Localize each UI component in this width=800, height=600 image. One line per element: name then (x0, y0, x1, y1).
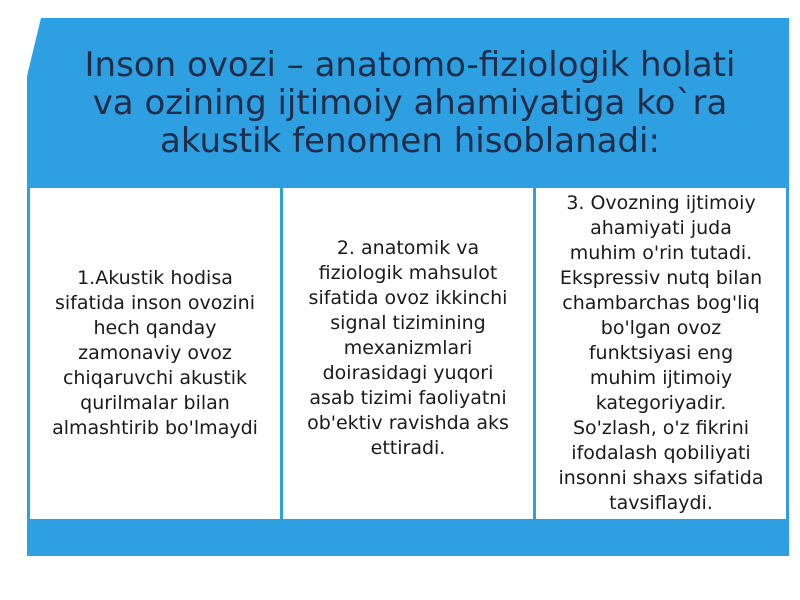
column-1 (30, 188, 280, 519)
column-3-text: 3. Ovozning ijtimoiy ahamiyati juda muhim o'rin tutadi. Ekspressiv nutq bilan chambarchas bog'liq bo'lgan ovoz funktsiyasi eng muhim ijtimoiy kategoriyadir. So'zlash, o'z fikrini ifodalash qobiliyati insonni shaxs sifatida tavsiflaydi. (558, 192, 764, 514)
slide-corner-cut (27, 18, 41, 76)
column-2 (283, 188, 533, 519)
content-columns (30, 188, 786, 519)
column-1-text: 1.Akustik hodisa sifatida inson ovozini hech qanday zamonaviy ovoz chiqaruvchi akustik qurilmalar bilan almashtirib bo'lmaydi (52, 267, 258, 439)
column-2-text: 2. anatomik va fiziologik mahsulot sifatida ovoz ikkinchi signal tizimining mexanizmlari doirasidagi yuqori asab tizimi faoliyatni ob'ektiv ravishda aks ettiradi. (307, 237, 509, 459)
slide-title: Inson ovozi – anatomo-fiziologik holati va ozining ijtimoiy ahamiyatiga ko`ra akustik fenomen hisoblanadi: (84, 45, 736, 161)
column-3 (536, 188, 786, 519)
